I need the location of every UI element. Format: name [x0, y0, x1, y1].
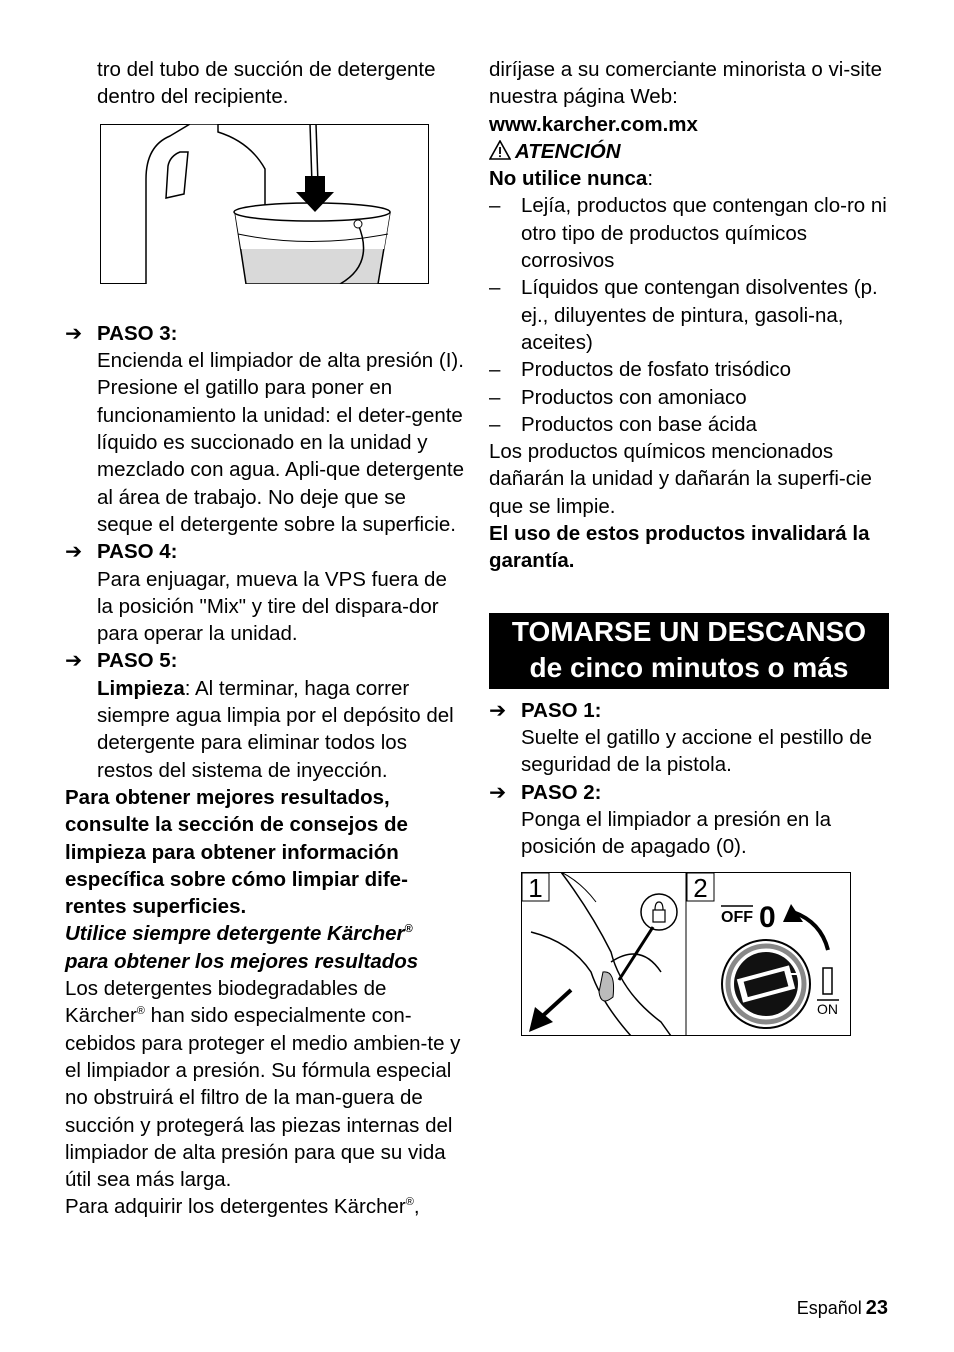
step-1-text: Suelte el gatillo y accione el pestillo de seguridad de la pistola. — [521, 725, 872, 777]
best-results-note: Para obtener mejores resultados, consulte la sección de consejos de limpieza para obtener información específica sobre cómo limpiar dife-rentes superficies. — [65, 785, 408, 919]
step-5-text: Limpieza: Al terminar, haga correr siempre agua limpia por el depósito del detergente para eliminar todos los restos del sistema de inyección. — [97, 676, 454, 782]
footer-language: Español — [796, 1298, 862, 1318]
never-use-label: No utilice nunca: — [489, 167, 654, 191]
panel-2-label: 2 — [693, 873, 708, 904]
registered-symbol: ® — [404, 923, 413, 936]
intro-line: dentro del recipiente. — [97, 85, 289, 109]
left-column — [65, 56, 465, 1221]
warning-triangle-icon — [489, 140, 511, 160]
list-item: – Productos de fosfato trisódico — [489, 356, 889, 383]
off-label: OFF — [721, 909, 753, 927]
list-item: – Lejía, productos que contengan clo-ro ni otro tipo de productos químicos corrosivos — [489, 192, 889, 274]
contact-text: diríjase a su comerciante minorista o vi-site nuestra página Web: — [489, 58, 883, 109]
section-heading: TOMARSE UN DESCANSO de cinco minutos o más — [489, 613, 889, 689]
step-3-text: Encienda el limpiador de alta presión (I). Presione el gatillo para poner en funcionamiento la unidad: el deter-gente líquido es succionado en la unidad y mezclado con agua. Apli-que detergente al área de trabajo. No deje que se seque el detergente sobre la superficie. — [97, 349, 464, 536]
on-label: ON — [817, 1001, 838, 1018]
arrow-right-icon: ➔ — [65, 321, 83, 345]
step-2-text: Ponga el limpiador a presión en la posición de apagado (0). — [521, 807, 831, 859]
intro-line: tro del tubo de succión de detergente — [97, 58, 436, 81]
page-number: 23 — [865, 1297, 888, 1319]
registered-symbol: ® — [136, 1005, 145, 1018]
always-use-note: Utilice siempre detergente Kärcher® para obtener los mejores resultados — [65, 922, 419, 973]
step-3-label: ➔ PASO 3: — [65, 320, 465, 347]
biodegradable-paragraph: Los detergentes biodegradables de Kärcher® han sido especialmente con-cebidos para proteger el medio ambien-te y el limpiador a presión. Su fórmula especial no obstruirá el filtro de la man-guera de succión y protegerá las piezas internas del limpiador de alta presión para que su vida útil sea más larga. — [65, 977, 461, 1192]
arrow-right-icon: ➔ — [65, 649, 83, 673]
list-item: – Líquidos que contengan disolventes (p. ej., diluyentes de pintura, gasoli-na, aceites) — [489, 274, 889, 356]
prohibited-list — [489, 192, 889, 438]
page-footer — [797, 1297, 888, 1320]
arrow-right-icon: ➔ — [489, 698, 507, 722]
zero-label: 0 — [759, 901, 776, 935]
registered-symbol: ® — [405, 1196, 414, 1209]
step-5-label: ➔ PASO 5: — [65, 647, 465, 674]
arrow-right-icon: ➔ — [65, 540, 83, 564]
warranty-warning: El uso de estos productos invalidará la garantía. — [489, 522, 870, 573]
attention-heading: ATENCIÓN — [489, 138, 889, 165]
trigger-lock-and-switch-illustration — [521, 872, 851, 1036]
step-4-label: ➔ PASO 4: — [65, 538, 465, 565]
arrow-right-icon: ➔ — [489, 780, 507, 804]
list-item: – Productos con base ácida — [489, 411, 889, 438]
acquire-paragraph: Para adquirir los detergentes Kärcher®, — [65, 1195, 420, 1219]
list-item: – Productos con amoniaco — [489, 384, 889, 411]
damage-warning: Los productos químicos mencionados dañarán la unidad y dañarán la superfi-cie que se limpie. — [489, 440, 872, 518]
website-link[interactable]: www.karcher.com.mx — [489, 112, 698, 136]
step-1-label: ➔ PASO 1: — [489, 697, 889, 724]
step-2-label: ➔ PASO 2: — [489, 779, 889, 806]
right-column — [489, 56, 889, 1044]
panel-1-label: 1 — [528, 873, 543, 904]
step-4-text: Para enjuagar, mueva la VPS fuera de la posición "Mix" y tire del dispara-dor para operar la unidad. — [97, 567, 447, 646]
detergent-bucket-illustration — [100, 124, 429, 284]
